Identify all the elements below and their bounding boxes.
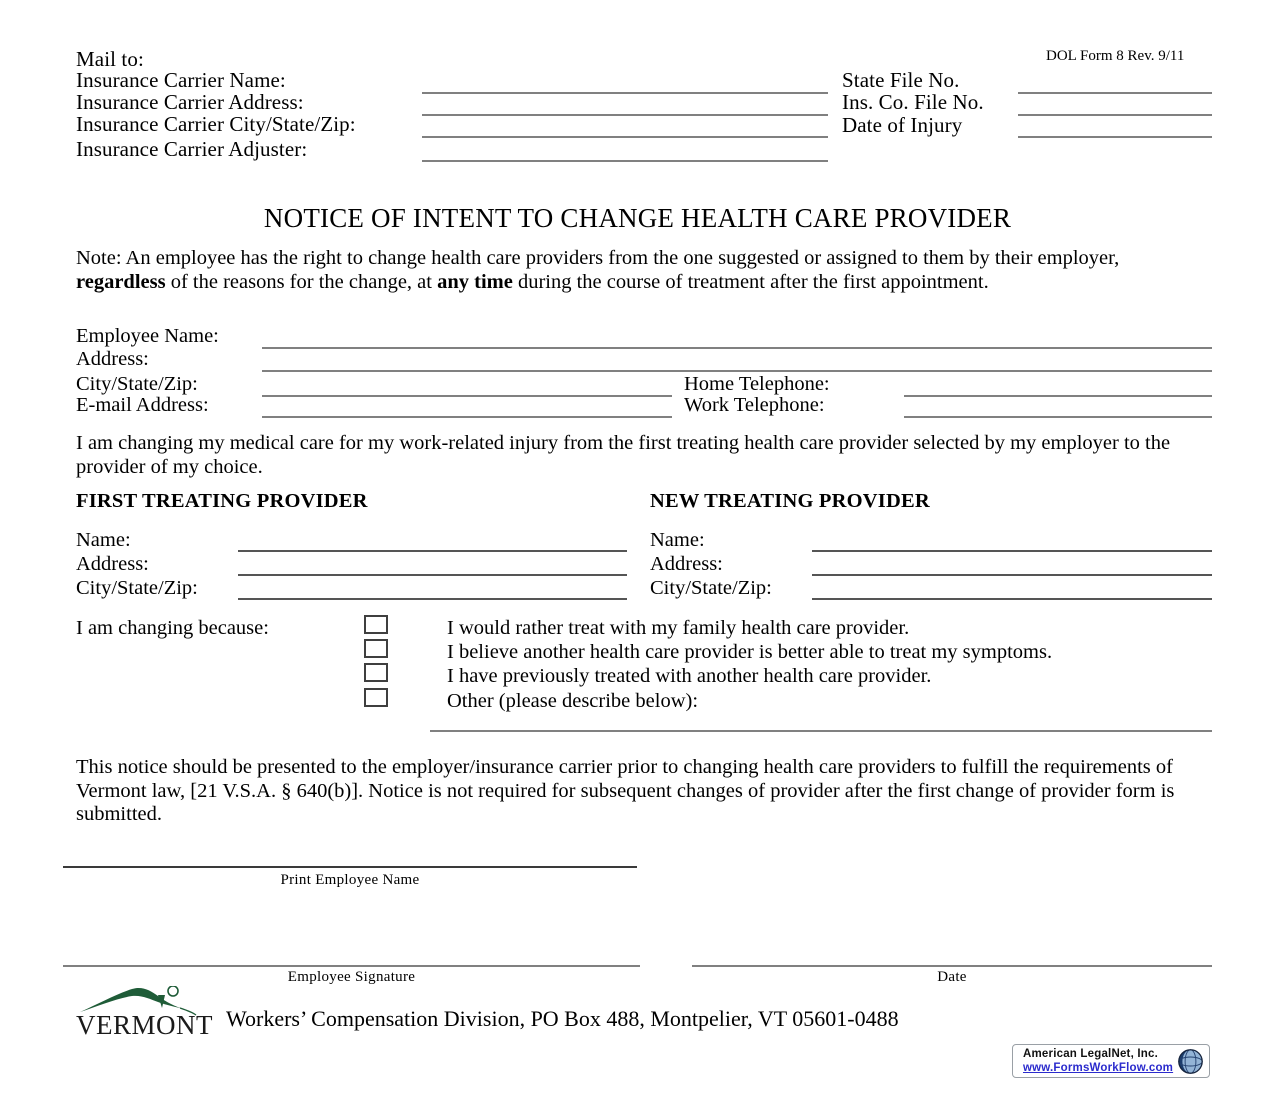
first-treating-provider-heading: FIRST TREATING PROVIDER bbox=[76, 490, 368, 512]
footer-address: Workers’ Compensation Division, PO Box 488, Montpelier, VT 05601-0488 bbox=[226, 1006, 899, 1031]
insurance-carrier-address-input[interactable] bbox=[422, 114, 828, 116]
other-description-input[interactable] bbox=[430, 730, 1212, 732]
note-bold-any-time: any time bbox=[437, 270, 513, 293]
date-of-injury-input[interactable] bbox=[1018, 136, 1212, 138]
insurance-carrier-city-input[interactable] bbox=[422, 136, 828, 138]
employee-city-label: City/State/Zip: bbox=[76, 373, 198, 395]
reason-checkbox-previously-treated[interactable] bbox=[364, 663, 388, 682]
vermont-wordmark: VERMONT bbox=[76, 1010, 213, 1040]
reason-label-better-able: I believe another health care provider is better able to treat my symptoms. bbox=[447, 641, 1053, 663]
employee-signature-input[interactable] bbox=[63, 965, 640, 967]
first-provider-address-label: Address: bbox=[76, 553, 149, 575]
american-legalnet-url[interactable]: www.FormsWorkFlow.com bbox=[1023, 1062, 1174, 1074]
reason-checkbox-family-provider[interactable] bbox=[364, 615, 388, 634]
employee-address-label: Address: bbox=[76, 348, 149, 370]
american-legalnet-company: American LegalNet, Inc. bbox=[1023, 1048, 1158, 1060]
new-provider-city-input[interactable] bbox=[812, 598, 1212, 600]
work-telephone-label: Work Telephone: bbox=[684, 394, 825, 416]
ins-co-file-no-label: Ins. Co. File No. bbox=[842, 90, 984, 114]
insurance-carrier-name-label: Insurance Carrier Name: bbox=[76, 68, 286, 92]
first-provider-city-input[interactable] bbox=[238, 598, 627, 600]
date-of-injury-label: Date of Injury bbox=[842, 113, 963, 137]
reason-label-previously-treated: I have previously treated with another health care provider. bbox=[447, 665, 932, 687]
first-provider-name-input[interactable] bbox=[238, 550, 627, 552]
new-provider-name-input[interactable] bbox=[812, 550, 1212, 552]
new-provider-address-label: Address: bbox=[650, 553, 723, 575]
reason-checkbox-other[interactable] bbox=[364, 688, 388, 707]
new-provider-city-label: City/State/Zip: bbox=[650, 577, 772, 599]
employee-city-input[interactable] bbox=[262, 395, 672, 397]
date-caption: Date bbox=[937, 969, 967, 985]
reason-label-family-provider: I would rather treat with my family health care provider. bbox=[447, 617, 910, 639]
reason-label-other: Other (please describe below): bbox=[447, 690, 699, 712]
note-suffix: during the course of treatment after the first appointment. bbox=[512, 270, 989, 293]
reason-prompt-label: I am changing because: bbox=[76, 617, 269, 639]
american-legalnet-badge[interactable] bbox=[1012, 1044, 1210, 1078]
note-middle: of the reasons for the change, at bbox=[165, 270, 438, 293]
insurance-carrier-city-label: Insurance Carrier City/State/Zip: bbox=[76, 112, 356, 136]
new-treating-provider-heading: NEW TREATING PROVIDER bbox=[650, 490, 930, 512]
first-provider-city-label: City/State/Zip: bbox=[76, 577, 198, 599]
note-prefix: Note: An employee has the right to change health care providers from the one suggested or assigned to them by their employer, bbox=[76, 247, 1120, 269]
insurance-carrier-address-label: Insurance Carrier Address: bbox=[76, 90, 304, 114]
insurance-carrier-name-input[interactable] bbox=[422, 92, 828, 94]
employee-address-input[interactable] bbox=[262, 370, 1212, 372]
first-provider-name-label: Name: bbox=[76, 529, 131, 551]
home-telephone-label: Home Telephone: bbox=[684, 373, 830, 395]
employee-email-input[interactable] bbox=[262, 416, 672, 418]
employee-signature-caption: Employee Signature bbox=[287, 969, 416, 985]
globe-icon bbox=[1177, 1048, 1204, 1075]
legal-notice-paragraph: This notice should be presented to the employer/insurance carrier prior to changing health care providers to fulfill the requirements of Vermont law, [21 V.S.A. § 640(b)]. Notice is not required for subsequent changes of provider after the first change of provider form is submitted. bbox=[76, 756, 1175, 825]
note-paragraph bbox=[76, 247, 1212, 294]
form-revision-label: DOL Form 8 Rev. 9/11 bbox=[1046, 48, 1185, 64]
home-telephone-input[interactable] bbox=[904, 395, 1212, 397]
change-statement: I am changing my medical care for my work-related injury from the first treating health care provider selected by my employer to the provider of my choice. bbox=[76, 432, 1171, 478]
ins-co-file-no-input[interactable] bbox=[1018, 114, 1212, 116]
insurance-carrier-adjuster-input[interactable] bbox=[422, 160, 828, 162]
print-employee-name-caption: Print Employee Name bbox=[280, 872, 420, 888]
reason-checkbox-better-able[interactable] bbox=[364, 639, 388, 658]
new-provider-address-input[interactable] bbox=[812, 574, 1212, 576]
employee-email-label: E-mail Address: bbox=[76, 394, 209, 416]
date-input[interactable] bbox=[692, 965, 1212, 967]
page-title: NOTICE OF INTENT TO CHANGE HEALTH CARE PROVIDER bbox=[263, 203, 1012, 233]
note-bold-regardless: regardless bbox=[76, 270, 166, 293]
print-employee-name-input[interactable] bbox=[63, 866, 637, 868]
work-telephone-input[interactable] bbox=[904, 416, 1212, 418]
employee-name-input[interactable] bbox=[262, 347, 1212, 349]
state-file-no-label: State File No. bbox=[842, 68, 960, 92]
employee-name-label: Employee Name: bbox=[76, 325, 219, 347]
vermont-logo bbox=[76, 986, 213, 1040]
mail-to-heading: Mail to: bbox=[76, 47, 144, 71]
new-provider-name-label: Name: bbox=[650, 529, 705, 551]
first-provider-address-input[interactable] bbox=[238, 574, 627, 576]
insurance-carrier-adjuster-label: Insurance Carrier Adjuster: bbox=[76, 137, 308, 161]
state-file-no-input[interactable] bbox=[1018, 92, 1212, 94]
